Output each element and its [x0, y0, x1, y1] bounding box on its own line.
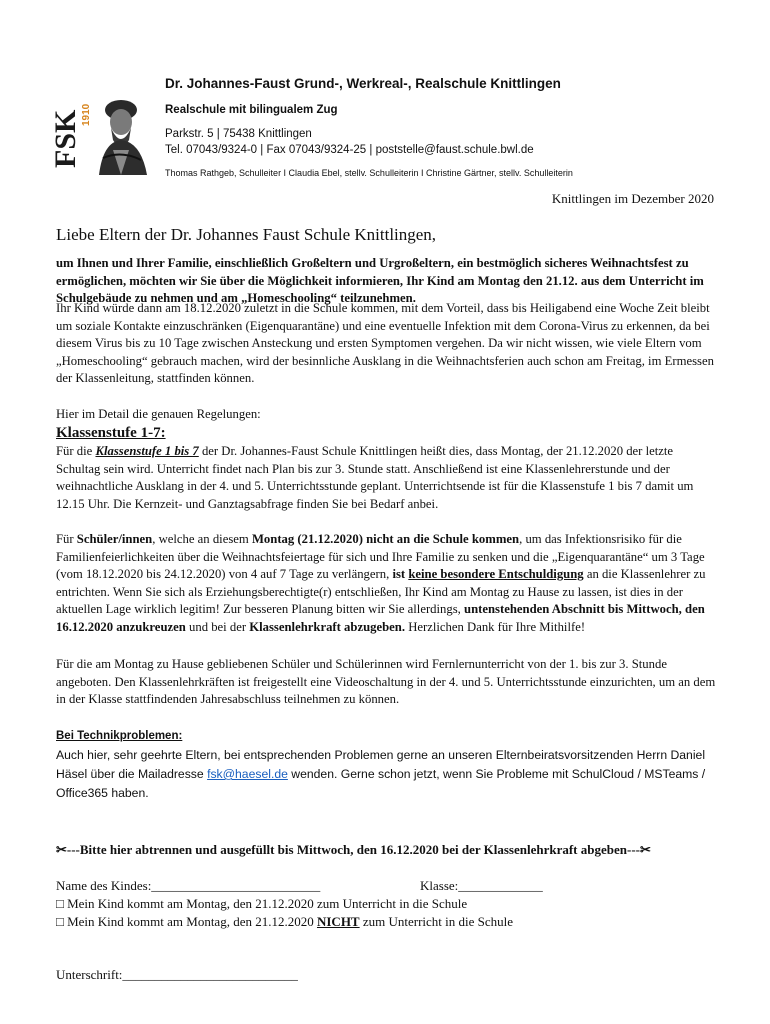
- class-field[interactable]: Klasse:_____________: [420, 878, 543, 893]
- logo-year: 1910: [81, 103, 92, 126]
- technik-heading: Bei Technikproblemen:: [56, 730, 183, 742]
- signature-field[interactable]: Unterschrift:___________________________: [56, 967, 298, 982]
- montag-paragraph: Für die am Montag zu Hause gebliebenen Schüler und Schülerinnen wird Fernlernunterricht von der 1. bis zur 3. Stunde angeboten. Den Klassenlehrkräften ist freigestellt eine Videoschaltung in der 4. und 5. Unterrichtsstunde einzurichten, um an dem in der Klasse stattfindenden Jahresabschluss teilnehmen zu können.: [56, 657, 716, 707]
- child-name-field[interactable]: Name des Kindes:__________________________: [56, 878, 321, 893]
- greeting: Liebe Eltern der Dr. Johannes Faust Schule Knittlingen,: [56, 225, 437, 244]
- school-staff: Thomas Rathgeb, Schulleiter I Claudia Ebel, stellv. Schulleiterin I Christine Gärtner, stellv. Schulleiterin: [165, 168, 573, 178]
- option-attends-checkbox[interactable]: □ Mein Kind kommt am Montag, den 21.12.2020 zum Unterricht in die Schule: [56, 896, 468, 911]
- schueler-paragraph: Für Schüler/innen, welche an diesem Montag (21.12.2020) nicht an die Schule kommen, um das Infektionsrisiko für die Familienfeierlichkeiten über die Weihnachtsfeiertage für sich und Ihre Familie zu senken und die „Eigenquarantäne“ um 3 Tage (vom 18.12.2020 bis 24.12.2020) von 4 auf 7 Tage zu verlängern, ist keine besondere Entschuldigung an die Klassenlehrer zu entrichten. Wenn Sie sich als Erziehungsberechtigte(r) entschließen, Ihr Kind am Montag zu Hause zu lassen, ist dies in der aktuellen Lage wirklich legitim! Zur besseren Planung bitten wir Sie allerdings, untenstehenden Abschnitt bis Mittwoch, den 16.12.2020 anzukreuzen und bei der Klassenlehrkraft abzugeben. Herzlichen Dank für Ihre Mithilfe!: [56, 532, 706, 634]
- school-name: Dr. Johannes-Faust Grund-, Werkreal-, Realschule Knittlingen: [165, 76, 561, 91]
- school-address: Parkstr. 5 | 75438 Knittlingen: [165, 128, 312, 140]
- technik-paragraph: Auch hier, sehr geehrte Eltern, bei entsprechenden Problemen gerne an unseren Elternbeiratsvorsitzenden Herrn Daniel Häsel über die Mailadresse fsk@haesel.de wenden. Gerne schon jetzt, wenn Sie Probleme mit SchulCloud / MSTeams / Office365 haben.: [56, 748, 706, 800]
- date-line: Knittlingen im Dezember 2020: [551, 191, 714, 206]
- cut-line: ✂---Bitte hier abtrennen und ausgefüllt bis Mittwoch, den 16.12.2020 bei der Klassenlehrkraft abgeben---✂: [56, 842, 651, 857]
- school-subtitle: Realschule mit bilingualem Zug: [165, 104, 338, 116]
- klassenstufe-heading: Klassenstufe 1-7:: [56, 425, 166, 441]
- faust-portrait-icon: [99, 100, 147, 175]
- school-contact: Tel. 07043/9324-0 | Fax 07043/9324-25 | poststelle@faust.schule.bwl.de: [165, 144, 534, 156]
- email-link[interactable]: fsk@haesel.de: [207, 767, 288, 781]
- option-not-attending-checkbox[interactable]: □ Mein Kind kommt am Montag, den 21.12.2020 NICHT zum Unterricht in die Schule: [56, 914, 514, 929]
- details-intro: Hier im Detail die genauen Regelungen:: [56, 407, 261, 421]
- klassenstufe-paragraph: Für die Klassenstufe 1 bis 7 der Dr. Johannes-Faust Schule Knittlingen heißt dies, dass Montag, der 21.12.2020 der letzte Schultag sein wird. Unterricht findet nach Plan bis zur 3. Stunde statt. Anschließend ist eine Klassenlehrerstunde und der weihnachtliche Ausklang in der 4. und 5. Unterrichtsstunde geplant. Unterrichtsende ist für die Klassenstufe 1 bis 7 damit um 12.15 Uhr. Die Kernzeit- und Ganztagsabfrage finden Sie bei Bedarf anbei.: [56, 444, 694, 511]
- school-logo: [49, 80, 155, 175]
- intro-bold-paragraph: um Ihnen und Ihrer Familie, einschließlich Großeltern und Urgroßeltern, ein bestmöglich sicheres Weihnachtsfest zu ermöglichen, möchten wir Sie über die Möglichkeit informieren, Ihr Kind am Montag den 21.12. aus dem Unterricht im Schulgebäude zu nehmen und am „Homeschooling“ teilzunehmen.: [56, 256, 704, 306]
- intro-paragraph: Ihr Kind würde dann am 18.12.2020 zuletzt in die Schule kommen, mit dem Vorteil, dass bis Heiligabend eine Woche Zeit bleibt um soziale Kontakte einzuschränken (Eigenquarantäne) und eine eventuelle Infektion mit dem Corona-Virus zu erkennen, da bei diesem Virus bis zu 10 Tage zwischen Ansteckung und ersten Symptomen vergehen. Da wir nicht wissen, wie viele Eltern vom „Homeschooling“ gebrauch machen, wird der besinnliche Ausklang in die Weihnachtsferien auch schon am Freitag, im Ermessen der Klassenleitung, stattfinden können.: [56, 301, 714, 386]
- logo-text: FSK: [49, 109, 82, 168]
